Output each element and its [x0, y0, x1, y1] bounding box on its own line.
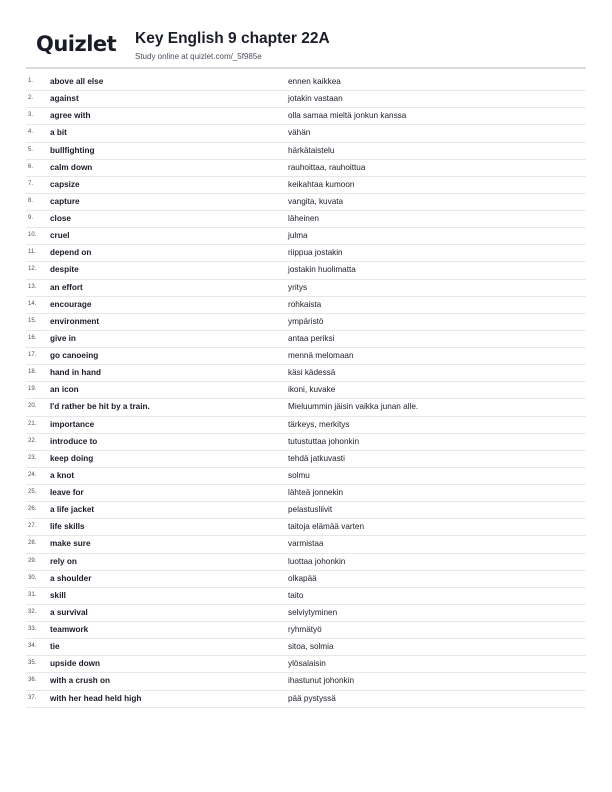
term-text: teamwork [50, 625, 89, 634]
term-list [26, 74, 586, 708]
term-text: I'd rather be hit by a train. [50, 402, 150, 412]
term-definition: ryhmätyö [288, 625, 322, 634]
term-number: 20. [28, 403, 37, 410]
term-definition: tärkeys, merkitys [288, 419, 350, 429]
term-text: upside down [50, 659, 101, 669]
term-definition: taitoja elämää varten [288, 522, 365, 532]
term-row [26, 125, 586, 142]
term-row [26, 348, 586, 365]
term-number: 8. [28, 197, 34, 204]
term-definition: keikahtaa kumoon [288, 179, 355, 189]
term-number: 26. [28, 506, 37, 513]
page-title: Key English 9 chapter 22A [135, 30, 330, 47]
term-definition: härkätaistelu [288, 145, 335, 155]
term-definition: julma [288, 231, 308, 241]
term-row [26, 245, 586, 262]
term-row [26, 571, 586, 588]
term-text: a knot [50, 470, 75, 480]
term-text: give in [50, 333, 76, 343]
term-number: 11. [28, 249, 36, 256]
term-number: 16. [28, 334, 37, 341]
term-row [26, 502, 586, 519]
term-number: 36. [28, 677, 37, 684]
term-row [26, 536, 586, 553]
term-text: despite [50, 265, 79, 275]
term-definition: selviytyminen [288, 607, 338, 617]
term-row [26, 91, 586, 108]
term-definition: solmu [288, 470, 310, 480]
quizlet-logo: Quizlet [36, 32, 117, 56]
term-definition: tehdä jatkuvasti [288, 453, 345, 463]
term-row [26, 519, 586, 536]
term-row [26, 451, 586, 468]
term-definition: ikoni, kuvake [288, 385, 336, 395]
term-text: a shoulder [50, 573, 92, 583]
term-row [26, 194, 586, 211]
term-text: close [50, 214, 71, 223]
term-number: 2. [28, 95, 34, 102]
term-text: depend on [50, 248, 92, 258]
term-row [26, 434, 586, 451]
term-definition: Mieluummin jäisin vaikka junan alle. [288, 402, 419, 412]
term-text: above all else [50, 77, 104, 86]
term-number: 21. [28, 420, 37, 427]
term-text: make sure [50, 539, 91, 549]
term-definition: taito [288, 590, 304, 600]
term-definition: pää pystyssä [288, 693, 336, 703]
term-definition: yritys [288, 282, 308, 292]
term-row [26, 160, 586, 177]
term-number: 9. [28, 215, 34, 221]
term-text: with a crush on [50, 676, 111, 686]
term-number: 13. [28, 283, 37, 290]
term-text: hand in hand [50, 368, 101, 378]
term-row [26, 554, 586, 571]
term-number: 17. [28, 352, 37, 358]
term-text: tie [50, 642, 60, 652]
term-text: an effort [50, 282, 83, 292]
term-definition: ihastunut johonkin [288, 676, 355, 686]
term-definition: mennä melomaan [288, 351, 354, 360]
term-number: 3. [28, 112, 34, 119]
term-row [26, 314, 586, 331]
term-text: go canoeing [50, 351, 99, 360]
term-text: a life jacket [50, 505, 95, 515]
term-number: 15. [28, 317, 37, 324]
term-number: 30. [28, 574, 37, 581]
term-definition: riippua jostakin [288, 248, 343, 258]
term-definition: tutustuttaa johonkin [288, 436, 360, 446]
term-text: skill [50, 590, 66, 600]
term-text: rely on [50, 556, 77, 566]
term-row [26, 228, 586, 245]
term-number: 31. [28, 591, 37, 598]
term-row [26, 656, 586, 673]
term-definition: vangita, kuvata [288, 196, 344, 206]
page-header [36, 26, 586, 66]
term-definition: lähteä jonnekin [288, 488, 344, 497]
study-online-link[interactable]: Study online at quizlet.com/_5f985e [135, 52, 262, 61]
term-row [26, 331, 586, 348]
term-definition: jotakin vastaan [288, 94, 343, 104]
term-text: against [50, 94, 79, 104]
term-definition: läheinen [288, 214, 319, 223]
term-definition: pelastusliivit [288, 505, 333, 515]
term-row [26, 639, 586, 656]
term-text: capsize [50, 179, 80, 189]
term-row [26, 622, 586, 639]
term-text: a survival [50, 607, 88, 617]
term-row [26, 399, 586, 416]
term-number: 18. [28, 369, 37, 376]
term-text: bullfighting [50, 145, 95, 155]
term-text: life skills [50, 522, 85, 532]
term-text: capture [50, 196, 80, 206]
term-row [26, 588, 586, 605]
term-definition: jostakin huolimatta [288, 265, 356, 275]
term-definition: luottaa johonkin [288, 556, 346, 566]
term-number: 34. [28, 643, 37, 650]
term-definition: vähän [288, 128, 311, 138]
term-number: 35. [28, 660, 37, 667]
term-number: 23. [28, 454, 37, 461]
term-definition: käsi kädessä [288, 368, 336, 378]
term-row [26, 673, 586, 690]
term-row [26, 143, 586, 160]
term-number: 4. [28, 129, 34, 136]
header-divider [26, 67, 586, 69]
term-number: 37. [28, 694, 37, 701]
term-row [26, 262, 586, 279]
term-definition: ennen kaikkea [288, 77, 341, 86]
term-number: 32. [28, 608, 37, 615]
term-row [26, 74, 586, 91]
term-number: 25. [28, 489, 37, 495]
term-text: leave for [50, 488, 84, 497]
term-number: 7. [28, 180, 34, 187]
term-text: keep doing [50, 453, 94, 463]
term-number: 19. [28, 386, 37, 393]
term-number: 22. [28, 437, 37, 444]
term-row [26, 108, 586, 125]
term-definition: sitoa, solmia [288, 642, 334, 652]
term-definition: ylösalaisin [288, 659, 326, 669]
term-row [26, 297, 586, 314]
term-row [26, 417, 586, 434]
term-text: introduce to [50, 436, 98, 446]
term-number: 12. [28, 266, 37, 273]
term-row [26, 468, 586, 485]
term-definition: olkapää [288, 573, 317, 583]
term-text: importance [50, 419, 95, 429]
term-number: 29. [28, 557, 37, 564]
term-number: 1. [28, 78, 34, 84]
term-number: 10. [28, 232, 37, 239]
term-definition: rohkaista [288, 299, 322, 309]
term-text: encourage [50, 299, 92, 309]
term-row [26, 485, 586, 502]
term-number: 28. [28, 540, 37, 547]
term-row [26, 280, 586, 297]
term-row [26, 177, 586, 194]
term-row [26, 211, 586, 228]
term-text: cruel [50, 231, 70, 241]
term-number: 14. [28, 300, 37, 307]
term-text: an icon [50, 385, 79, 395]
term-text: environment [50, 316, 100, 326]
term-row [26, 605, 586, 622]
term-text: a bit [50, 128, 67, 138]
term-definition: varmistaa [288, 539, 324, 549]
term-definition: olla samaa mieltä jonkun kanssa [288, 111, 407, 121]
term-definition: ympäristö [288, 316, 324, 326]
term-definition: rauhoittaa, rauhoittua [288, 162, 366, 172]
term-number: 33. [28, 626, 37, 632]
term-row [26, 691, 586, 708]
term-number: 24. [28, 471, 37, 478]
term-definition: antaa periksi [288, 333, 335, 343]
term-text: with her head held high [50, 693, 142, 703]
term-number: 5. [28, 146, 34, 153]
term-row [26, 365, 586, 382]
term-number: 6. [28, 163, 34, 170]
term-row [26, 382, 586, 399]
term-text: calm down [50, 162, 93, 172]
term-number: 27. [28, 523, 37, 530]
term-text: agree with [50, 111, 91, 121]
